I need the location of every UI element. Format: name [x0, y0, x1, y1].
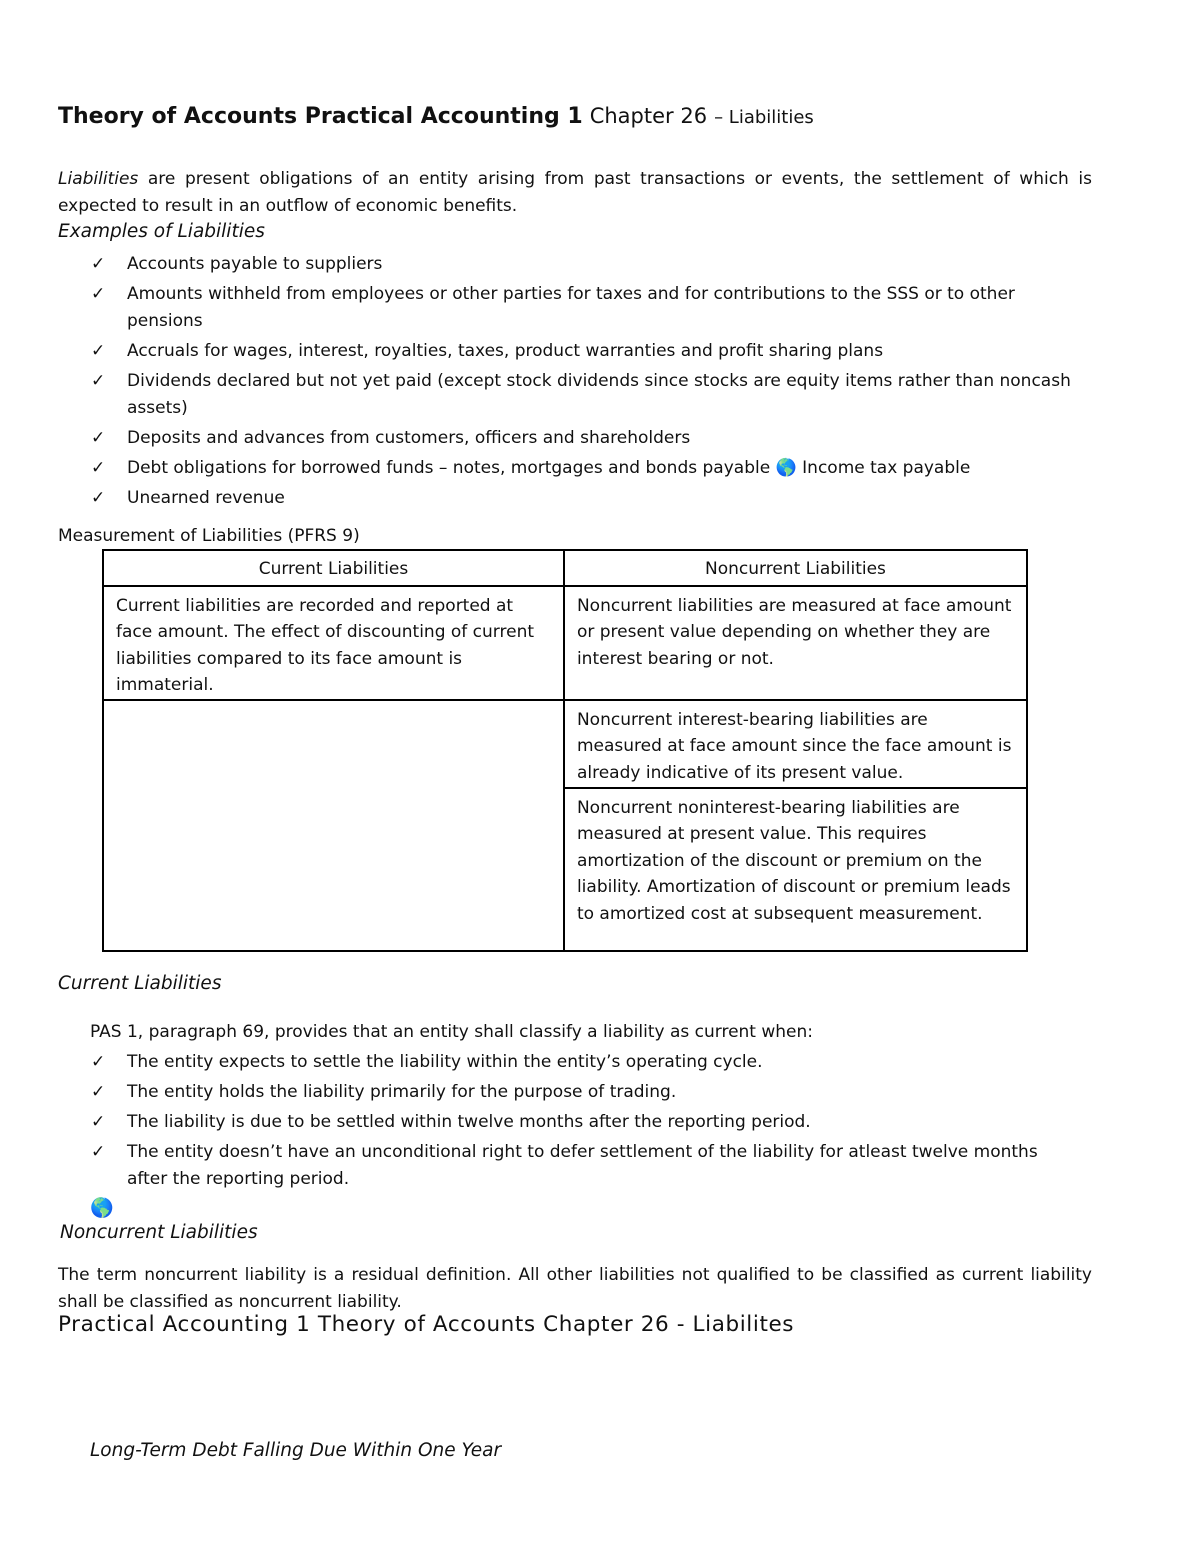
current-liabilities-intro: PAS 1, paragraph 69, provides that an entity shall classify a liability as current when:	[90, 1022, 814, 1042]
list-item: ✓ Accounts payable to suppliers	[88, 251, 1088, 278]
list-item: ✓ The entity holds the liability primarily for the purpose of trading.	[88, 1079, 1068, 1106]
globe-icon: 🌎	[775, 458, 797, 478]
checkmark-icon: ✓	[91, 341, 106, 361]
list-item: ✓ The entity doesn’t have an unconditional right to defer settlement of the liability for atleast twelve months after the reporting period.	[88, 1139, 1068, 1193]
repeated-title: Practical Accounting 1 Theory of Accounts Chapter 26 - Liabilites	[58, 1312, 795, 1337]
list-item: ✓ Dividends declared but not yet paid (except stock dividends since stocks are equity items rather than noncash assets)	[88, 368, 1088, 422]
cell-empty	[103, 700, 564, 951]
checkmark-icon: ✓	[91, 488, 106, 508]
checkmark-icon: ✓	[91, 428, 106, 448]
checkmark-icon: ✓	[91, 458, 106, 478]
measurement-heading: Measurement of Liabilities (PFRS 9)	[58, 526, 360, 546]
noncurrent-liabilities-text: The term noncurrent liability is a residual definition. All other liabilities not qualified to be classified as current liability shall be classified as noncurrent liability.	[58, 1265, 1092, 1312]
header-current-liabilities: Current Liabilities	[103, 550, 564, 586]
checkmark-icon: ✓	[91, 371, 106, 391]
definition-text: are present obligations of an entity arising from past transactions or events, the settlement of which is expected to result in an outflow of economic benefits.	[58, 169, 1092, 216]
list-item: ✓ The liability is due to be settled within twelve months after the reporting period.	[88, 1109, 1068, 1136]
list-item: ✓ The entity expects to settle the liability within the entity’s operating cycle.	[88, 1049, 1068, 1076]
measurement-table	[102, 549, 1028, 952]
list-item: ✓ Debt obligations for borrowed funds – notes, mortgages and bonds payable 🌎 Income tax payable	[88, 455, 1088, 482]
cell-noncurrent-text-2: Noncurrent interest-bearing liabilities are measured at face amount since the face amount is already indicative of its present value.	[564, 700, 1027, 788]
list-item: ✓ Deposits and advances from customers, officers and shareholders	[88, 425, 1088, 452]
definition-paragraph	[58, 166, 1092, 220]
checkmark-icon: ✓	[91, 1052, 106, 1072]
list-item: ✓ Accruals for wages, interest, royalties, taxes, product warranties and profit sharing plans	[88, 338, 1088, 365]
checkmark-icon: ✓	[91, 284, 106, 304]
list-item: ✓ Amounts withheld from employees or other parties for taxes and for contributions to the SSS or to other pensions	[88, 281, 1088, 335]
list-item: ✓ Unearned revenue	[88, 485, 1088, 512]
long-term-debt-heading: Long-Term Debt Falling Due Within One Year	[90, 1440, 502, 1461]
examples-list	[88, 251, 1088, 515]
checkmark-icon: ✓	[91, 1112, 106, 1132]
current-liabilities-heading: Current Liabilities	[58, 973, 222, 994]
definition-term: Liabilities	[58, 169, 139, 189]
examples-heading: Examples of Liabilities	[58, 221, 265, 242]
title-bold: Theory of Accounts Practical Accounting 1	[58, 104, 583, 129]
cell-noncurrent-text-1: Noncurrent liabilities are measured at face amount or present value depending on whether they are interest bearing or not.	[564, 586, 1027, 700]
checkmark-icon: ✓	[91, 254, 106, 274]
header-noncurrent-liabilities: Noncurrent Liabilities	[564, 550, 1027, 586]
title-chapter: Chapter 26	[589, 104, 708, 128]
checkmark-icon: ✓	[91, 1082, 106, 1102]
title-rest: – Liabilities	[714, 107, 814, 128]
current-criteria-list	[88, 1049, 1068, 1196]
globe-icon: 🌎	[90, 1197, 114, 1219]
cell-noncurrent-text-3: Noncurrent noninterest-bearing liabilities are measured at present value. This requires amortization of the discount or premium on the liability. Amortization of discount or premium leads to amortized cost at subsequent measurement.	[564, 788, 1027, 951]
noncurrent-liabilities-heading: Noncurrent Liabilities	[60, 1222, 258, 1243]
checkmark-icon: ✓	[91, 1142, 106, 1162]
cell-current-text: Current liabilities are recorded and reported at face amount. The effect of discounting of current liabilities compared to its face amount is immaterial.	[103, 586, 564, 700]
page-title	[58, 104, 814, 129]
